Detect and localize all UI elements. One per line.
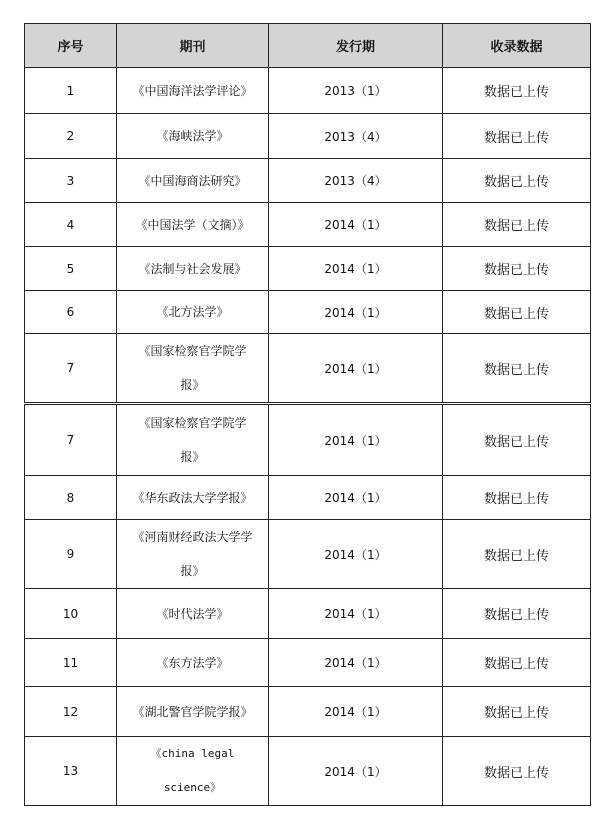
row-number: 5 xyxy=(25,247,117,291)
row-number: 2 xyxy=(25,114,117,159)
table-row xyxy=(25,68,591,114)
journal-name: 《中国法学（文摘）》 xyxy=(117,203,269,247)
issue: 2014（1） xyxy=(269,334,443,403)
table-row xyxy=(25,589,591,639)
journal-name: 《北方法学》 xyxy=(117,291,269,334)
table-row xyxy=(25,114,591,159)
status: 数据已上传 xyxy=(443,737,591,806)
journal-name: 《法制与社会发展》 xyxy=(117,247,269,291)
issue: 2014（1） xyxy=(269,203,443,247)
table-row xyxy=(25,291,591,334)
issue: 2014（1） xyxy=(269,520,443,589)
table-row xyxy=(25,405,591,476)
issue: 2014（1） xyxy=(269,291,443,334)
issue: 2014（1） xyxy=(269,589,443,639)
issue: 2014（1） xyxy=(269,687,443,737)
journal-name: 《china legal science》 xyxy=(117,737,269,806)
status: 数据已上传 xyxy=(443,334,591,403)
row-number: 4 xyxy=(25,203,117,247)
journal-name: 《华东政法大学学报》 xyxy=(117,476,269,520)
journal-name: 《国家检察官学院学报》 xyxy=(117,334,269,403)
status: 数据已上传 xyxy=(443,520,591,589)
header-number: 序号 xyxy=(25,24,117,68)
journal-name: 《海峡法学》 xyxy=(117,114,269,159)
issue: 2014（1） xyxy=(269,476,443,520)
table-row xyxy=(25,159,591,203)
table-row xyxy=(25,737,591,806)
journal-name: 《中国海洋法学评论》 xyxy=(117,68,269,114)
issue: 2014（1） xyxy=(269,247,443,291)
table-header-row xyxy=(25,24,591,68)
row-number: 10 xyxy=(25,589,117,639)
status: 数据已上传 xyxy=(443,405,591,476)
issue: 2013（1） xyxy=(269,68,443,114)
header-issue: 发行期 xyxy=(269,24,443,68)
row-number: 3 xyxy=(25,159,117,203)
table-row xyxy=(25,334,591,403)
row-number: 1 xyxy=(25,68,117,114)
issue: 2014（1） xyxy=(269,737,443,806)
journal-name: 《时代法学》 xyxy=(117,589,269,639)
header-status: 收录数据 xyxy=(443,24,591,68)
status: 数据已上传 xyxy=(443,687,591,737)
journal-table-part-1 xyxy=(24,23,591,403)
status: 数据已上传 xyxy=(443,114,591,159)
row-number: 7 xyxy=(25,405,117,476)
status: 数据已上传 xyxy=(443,476,591,520)
header-journal: 期刊 xyxy=(117,24,269,68)
table-row xyxy=(25,476,591,520)
table-row xyxy=(25,247,591,291)
row-number: 8 xyxy=(25,476,117,520)
status: 数据已上传 xyxy=(443,159,591,203)
row-number: 7 xyxy=(25,334,117,403)
journal-name: 《河南财经政法大学学报》 xyxy=(117,520,269,589)
status: 数据已上传 xyxy=(443,247,591,291)
row-number: 12 xyxy=(25,687,117,737)
status: 数据已上传 xyxy=(443,68,591,114)
status: 数据已上传 xyxy=(443,589,591,639)
row-number: 6 xyxy=(25,291,117,334)
table-row xyxy=(25,520,591,589)
journal-table-part-2 xyxy=(24,404,591,806)
journal-name: 《中国海商法研究》 xyxy=(117,159,269,203)
issue: 2013（4） xyxy=(269,159,443,203)
journal-name: 《东方法学》 xyxy=(117,639,269,687)
status: 数据已上传 xyxy=(443,203,591,247)
row-number: 13 xyxy=(25,737,117,806)
journal-name: 《湖北警官学院学报》 xyxy=(117,687,269,737)
journal-name: 《国家检察官学院学报》 xyxy=(117,405,269,476)
table-row xyxy=(25,639,591,687)
row-number: 9 xyxy=(25,520,117,589)
table-row xyxy=(25,203,591,247)
issue: 2013（4） xyxy=(269,114,443,159)
issue: 2014（1） xyxy=(269,639,443,687)
status: 数据已上传 xyxy=(443,639,591,687)
table-row xyxy=(25,687,591,737)
issue: 2014（1） xyxy=(269,405,443,476)
status: 数据已上传 xyxy=(443,291,591,334)
row-number: 11 xyxy=(25,639,117,687)
